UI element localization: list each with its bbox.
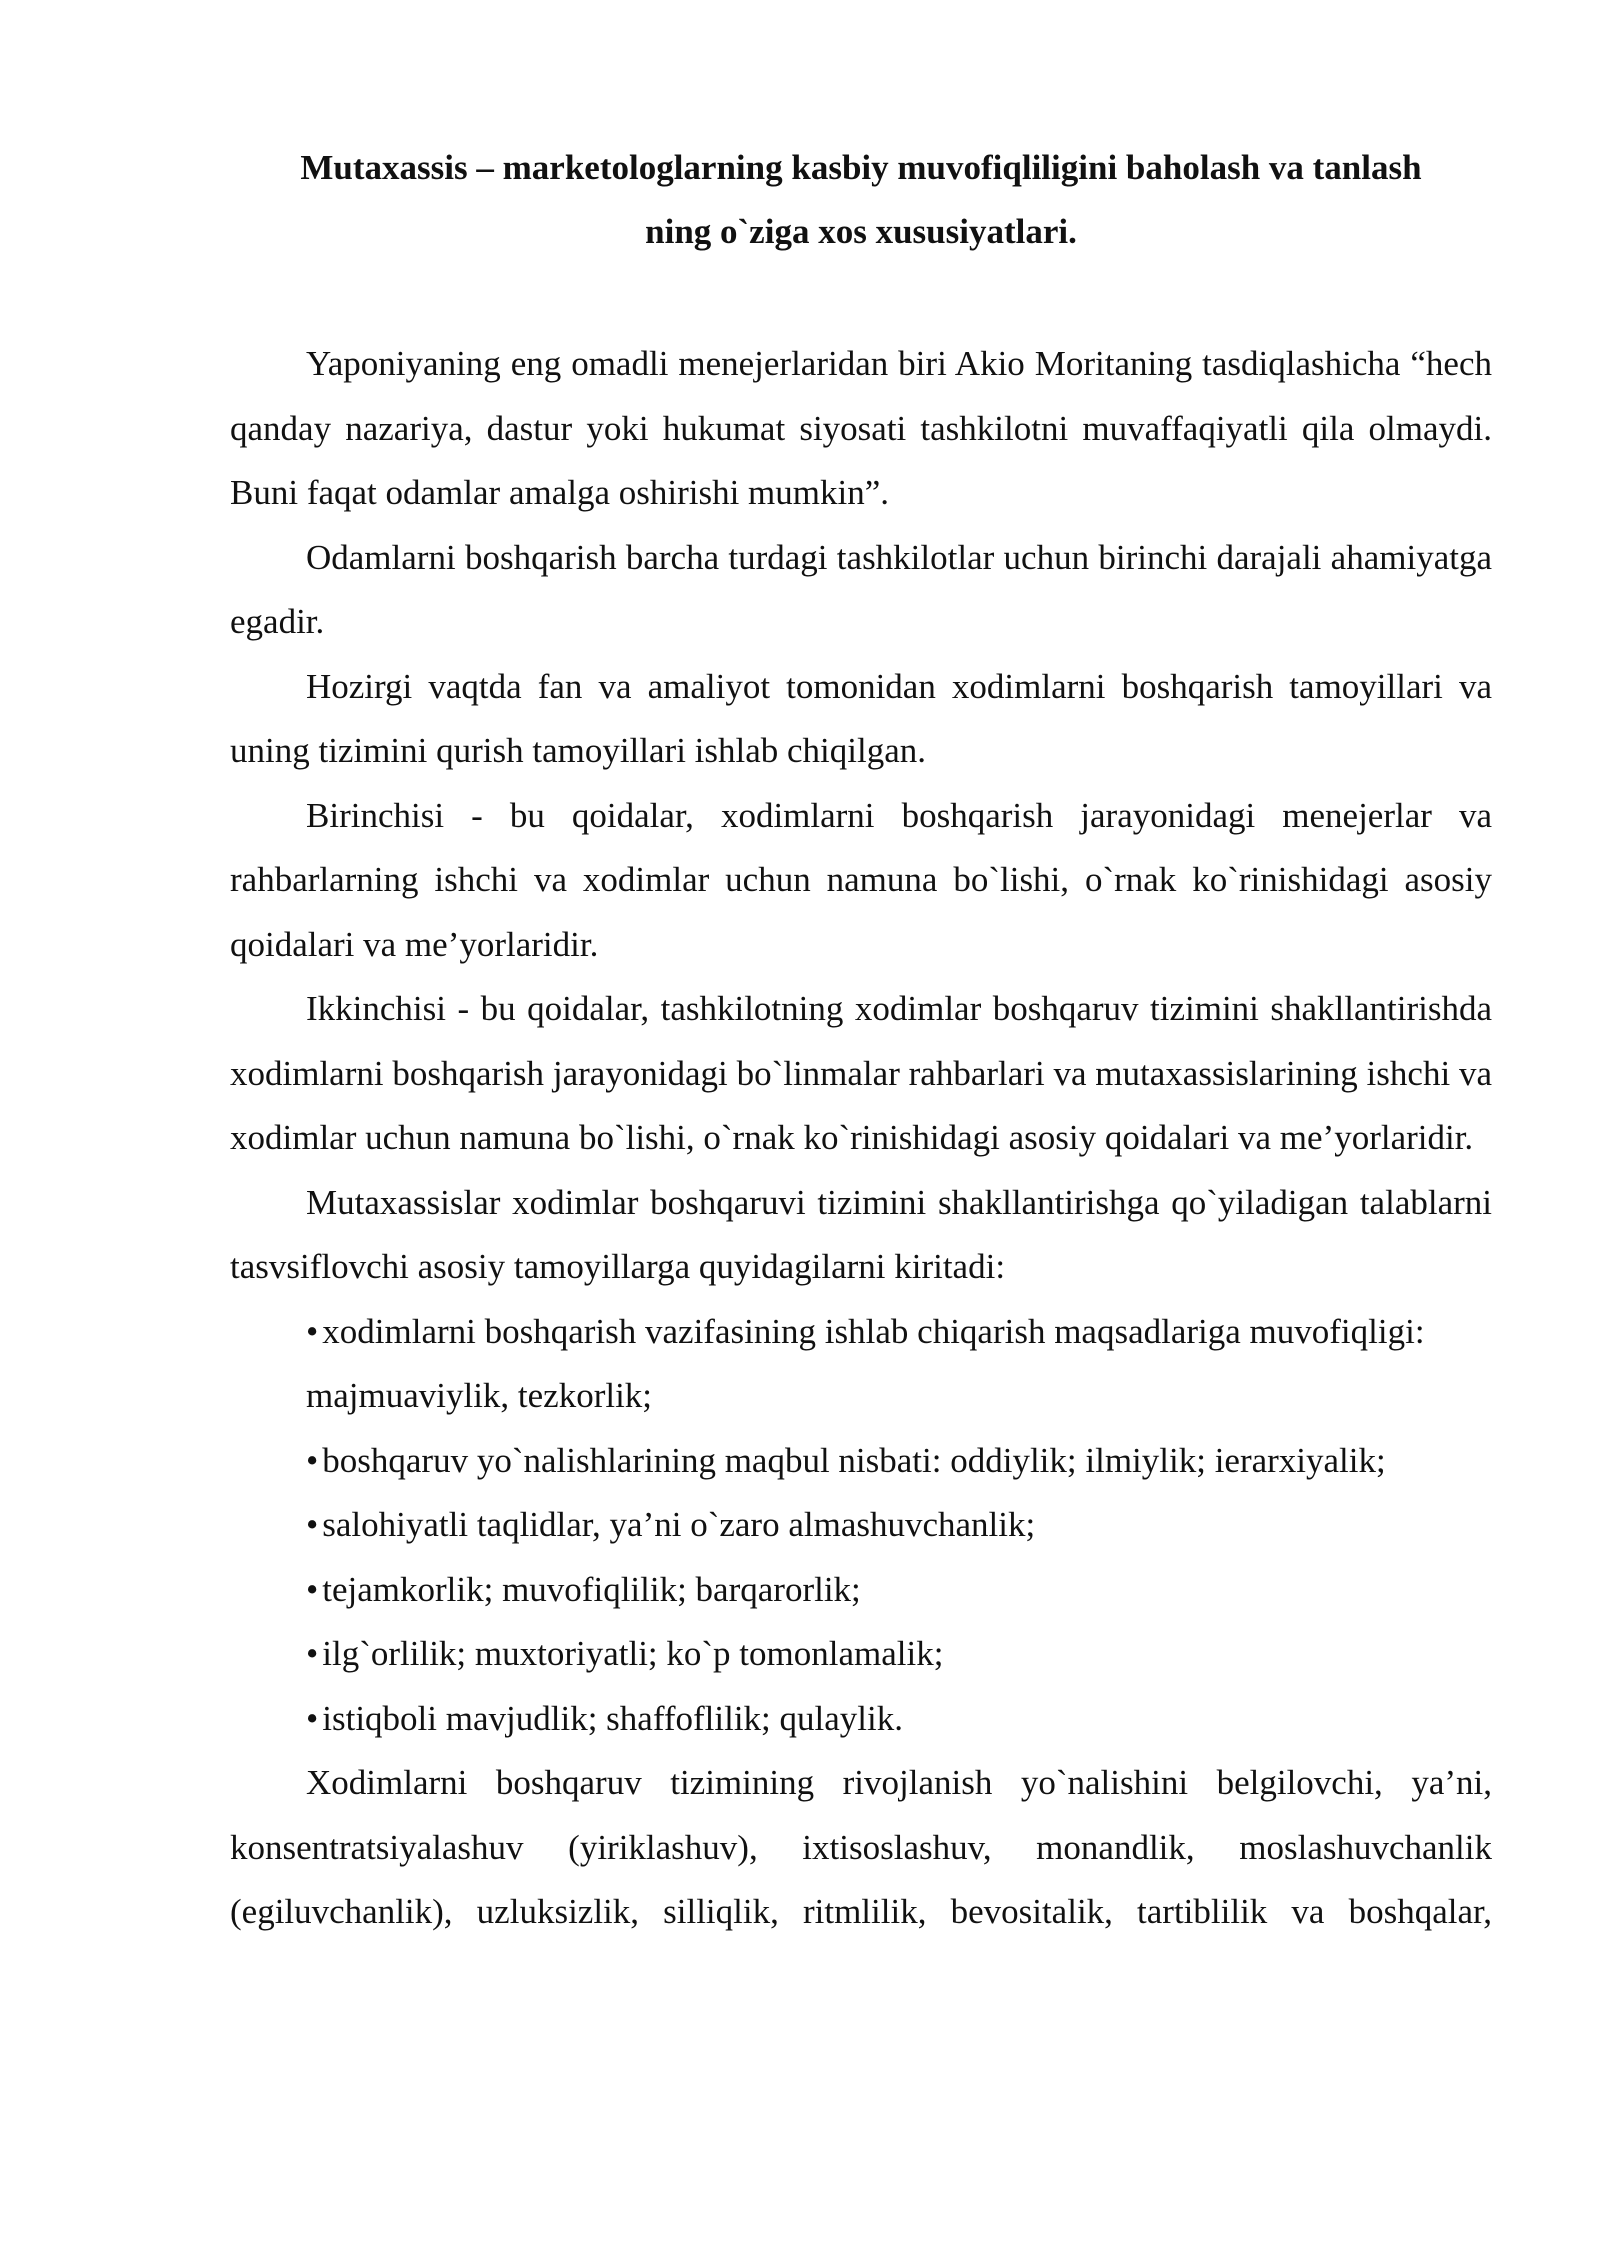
bullet-text: istiqboli mavjudlik; shaffoflilik; qulaylik. <box>322 1698 903 1738</box>
bullet-icon: • <box>306 1634 319 1673</box>
bullet-text: boshqaruv yo`nalishlarining maqbul nisbati: oddiylik; ilmiylik; ierarxiyalik; <box>322 1440 1386 1480</box>
paragraph-akio-morita: Yaponiyaning eng omadli menejerlaridan biri Akio Moritaning tasdiqlashicha “hech qanday nazariya, dastur yoki hukumat siyosati tashkilotni muvaffaqiyatli qila olmaydi. Buni faqat odamlar amalga oshirishi mumkin”. <box>230 344 1492 512</box>
plain-line: majmuaviylik, tezkorlik; <box>306 1376 653 1415</box>
paragraph-development-direction: Xodimlarni boshqaruv tizimining rivojlanish yo`nalishini belgilovchi, ya’ni, konsentratsiyalashuv (yiriklashuv), ixtisoslashuv, monandlik, moslashuvchanlik (egiluvchanlik), uzluksizlik, silliqlik, ritmlilik, bevositalik, tartiblilik va boshqalar, <box>230 1763 1492 1931</box>
bullet-icon: • <box>306 1505 319 1544</box>
bullet-text: tejamkorlik; muvofiqlilik; barqarorlik; <box>322 1569 861 1609</box>
title-line-1: Mutaxassis – marketologlarning kasbiy muvofiqliligini baholash va tanlash <box>300 148 1422 187</box>
bullet-item-2 <box>230 1429 1492 1494</box>
bullet-text: ilg`orlilik; muxtoriyatli; ko`p tomonlamalik; <box>322 1634 944 1673</box>
bullet-icon: • <box>306 1698 319 1738</box>
bullet-item-5 <box>230 1622 1492 1687</box>
document-body <box>230 332 1492 1945</box>
bullet-text: xodimlarni boshqarish vazifasining ishlab chiqarish maqsadlariga muvofiqligi: <box>322 1311 1425 1351</box>
title-line-2: ning o`ziga xos xususiyatlari. <box>645 212 1077 251</box>
bullet-icon: • <box>306 1569 319 1609</box>
bullet-icon: • <box>306 1311 319 1351</box>
paragraph-principles: Hozirgi vaqtda fan va amaliyot tomonidan xodimlarni boshqarish tamoyillari va uning tizimini qurish tamoyillari ishlab chiqilgan. <box>230 666 1492 770</box>
paragraph-first-rules: Birinchisi - bu qoidalar, xodimlarni boshqarish jarayonidagi menejerlar va rahbarlarning ishchi va xodimlar uchun namuna bo`lishi, o`rnak ko`rinishidagi asosiy qoidalari va me’yorlaridir. <box>230 795 1492 964</box>
bullet-item-4 <box>230 1558 1492 1623</box>
bullet-icon: • <box>306 1440 319 1480</box>
bullet-item-6 <box>230 1687 1492 1752</box>
paragraph-people-management: Odamlarni boshqarish barcha turdagi tashkilotlar uchun birinchi darajali ahamiyatga egadir. <box>230 537 1492 641</box>
document-title <box>230 136 1492 264</box>
paragraph-specialists: Mutaxassislar xodimlar boshqaruvi tizimini shakllantirishga qo`yiladigan talablarni tasvsiflovchi asosiy tamoyillarga quyidagilarni kiritadi: <box>230 1182 1492 1286</box>
bullet-item-1 <box>230 1300 1492 1365</box>
bullet-text: salohiyatli taqlidlar, ya’ni o`zaro almashuvchanlik; <box>322 1505 1036 1544</box>
bullet-item-3 <box>230 1493 1492 1558</box>
paragraph-second-rules: Ikkinchisi - bu qoidalar, tashkilotning xodimlar boshqaruv tizimini shakllantirishda xodimlarni boshqarish jarayonidagi bo`linmalar rahbarlari va mutaxassislarining ishchi va xodimlar uchun namuna bo`lishi, o`rnak ko`rinishidagi asosiy qoidalari va me’yorlaridir. <box>230 989 1492 1157</box>
